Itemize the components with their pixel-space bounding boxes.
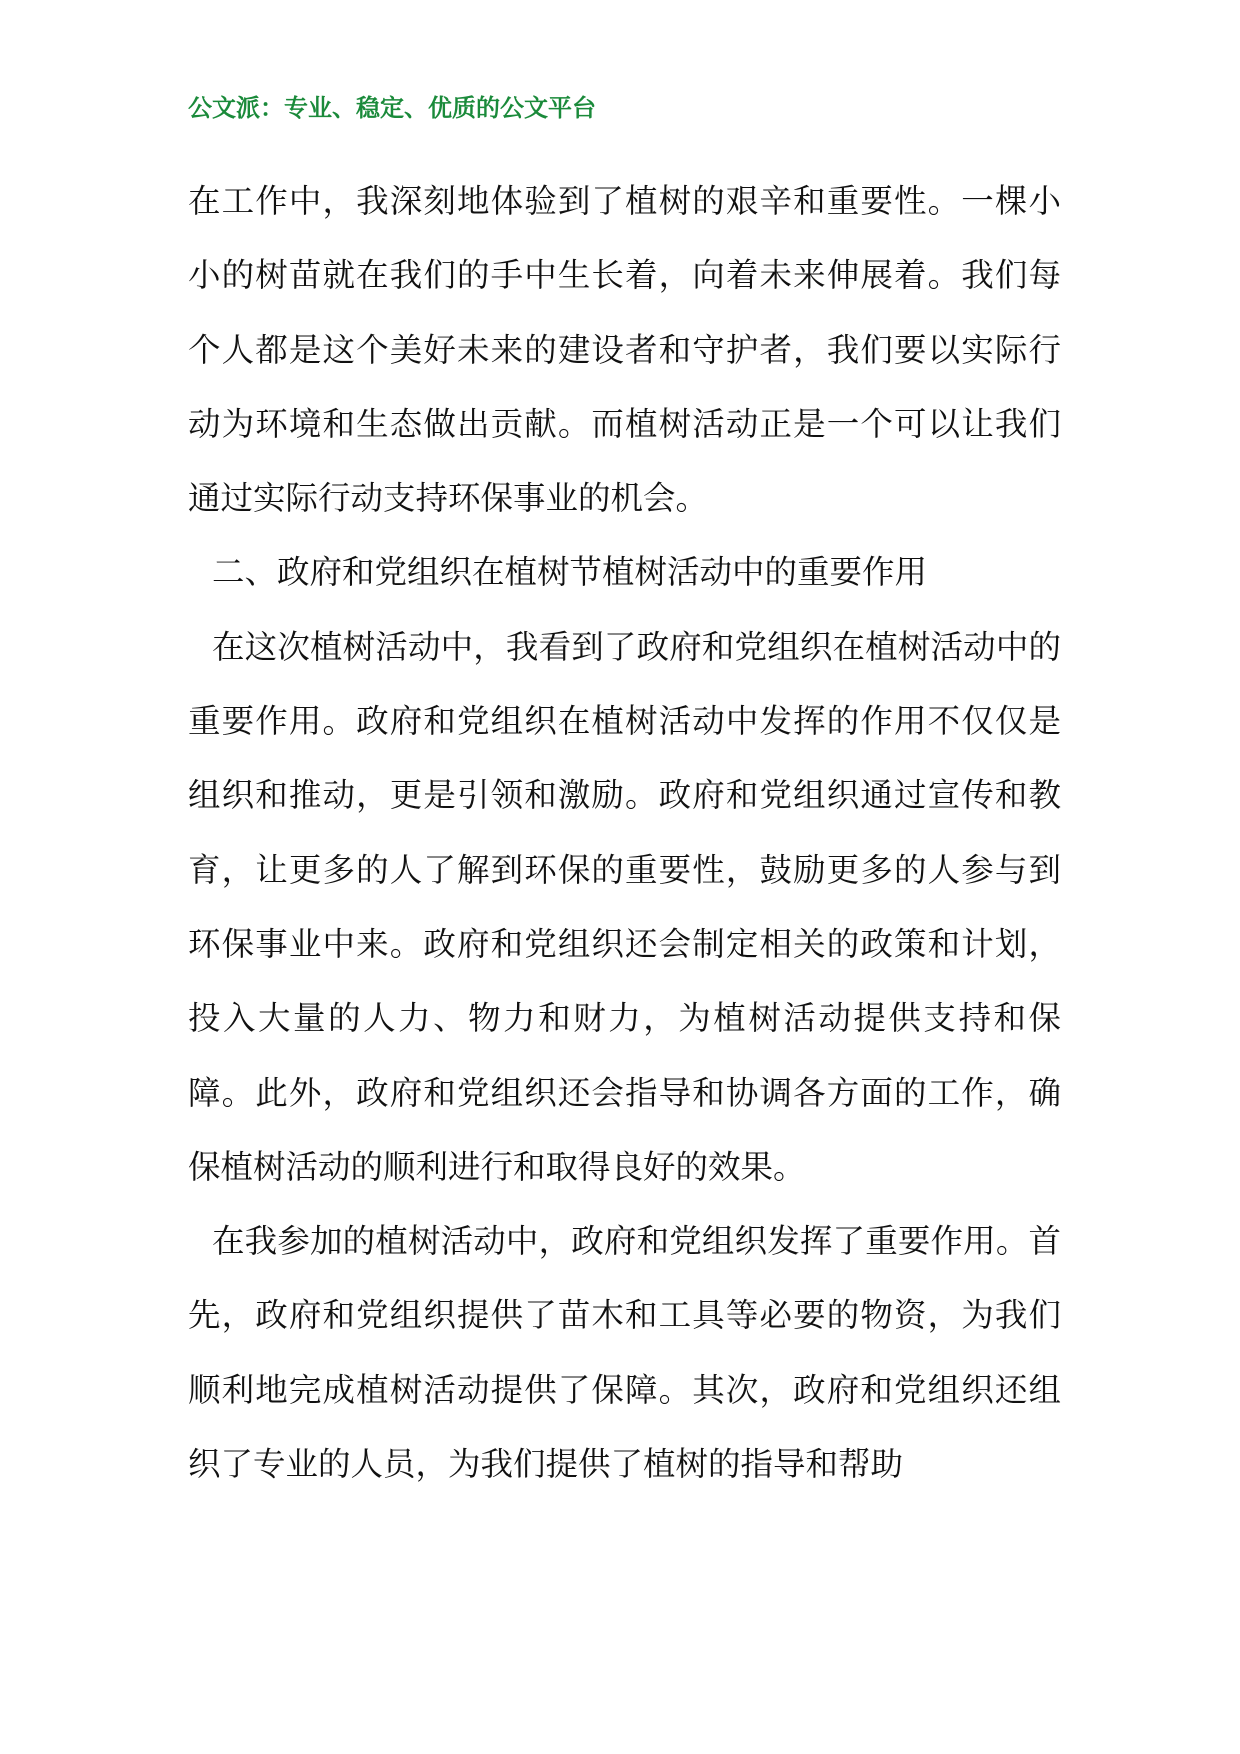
paragraph-government-role: 在这次植树活动中，我看到了政府和党组织在植树活动中的重要作用。政府和党组织在植树活动中发挥的作用不仅仅是组织和推动，更是引领和激励。政府和党组织通过宣传和教育，让更多的人了解到环保的重要性，鼓励更多的人参与到环保事业中来。政府和党组织还会制定相关的政策和计划，投入大量的人力、物力和财力，为植树活动提供支持和保障。此外，政府和党组织还会指导和协调各方面的工作，确保植树活动的顺利进行和取得良好的效果。 bbox=[188, 627, 1061, 1186]
section-heading: 二、政府和党组织在植树节植树活动中的重要作用 bbox=[212, 553, 928, 592]
paragraph-continuation: 在工作中，我深刻地体验到了植树的艰辛和重要性。一棵小小的树苗就在我们的手中生长着，向着未来伸展着。我们每个人都是这个美好未来的建设者和守护者，我们要以实际行动为环境和生态做出贡献。而植树活动正是一个可以让我们通过实际行动支持环保事业的机会。 bbox=[188, 182, 1061, 518]
paragraph-participation: 在我参加的植树活动中，政府和党组织发挥了重要作用。首先，政府和党组织提供了苗木和工具等必要的物资，为我们顺利地完成植树活动提供了保障。其次，政府和党组织还组织了专业的人员，为我们提供了植树的指导和帮助 bbox=[188, 1222, 1061, 1484]
document-body bbox=[188, 164, 1061, 1501]
page-header: 公文派：专业、稳定、优质的公文平台 bbox=[188, 94, 596, 122]
